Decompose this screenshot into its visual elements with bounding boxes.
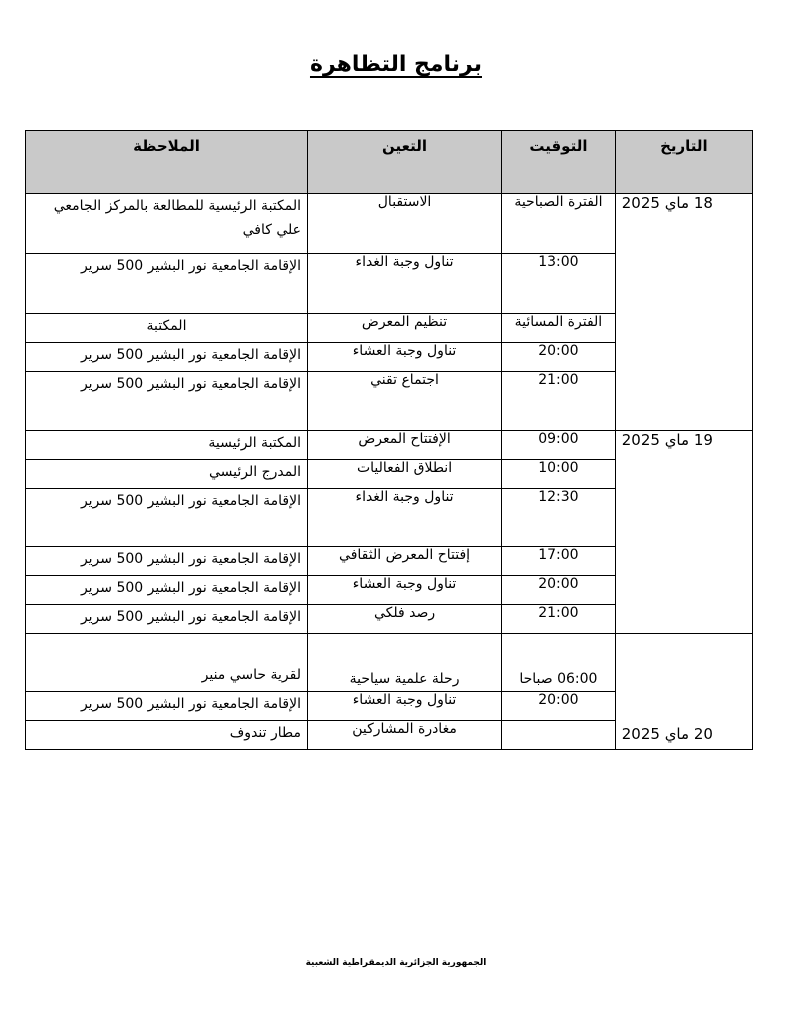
time-cell: [502, 721, 616, 750]
note-cell: مطار تندوف: [26, 721, 308, 750]
time-cell: 13:00: [502, 254, 616, 314]
task-cell: تناول وجبة العشاء: [308, 692, 502, 721]
page-title: برنامج التظاهرة: [309, 52, 482, 77]
table-header-row: [26, 131, 753, 194]
task-cell: رصد فلكي: [308, 605, 502, 634]
header-note: الملاحظة: [26, 131, 308, 194]
header-date: التاريخ: [615, 131, 752, 194]
header-time: التوقيت: [502, 131, 616, 194]
task-cell: تناول وجبة الغداء: [308, 254, 502, 314]
time-cell: الفترة الصباحية: [502, 194, 616, 254]
time-cell: 21:00: [502, 372, 616, 431]
table-row: [26, 194, 753, 254]
time-cell: 20:00: [502, 576, 616, 605]
note-cell: المكتبة الرئيسية: [26, 431, 308, 460]
note-cell: المكتبة الرئيسية للمطالعة بالمركز الجامعي علي كافي: [26, 194, 308, 254]
note-cell: الإقامة الجامعية نور البشير 500 سرير: [26, 372, 308, 431]
task-cell: إفتتاح المعرض الثقافي: [308, 547, 502, 576]
note-cell: المدرج الرئيسي: [26, 460, 308, 489]
task-cell: مغادرة المشاركين: [308, 721, 502, 750]
time-cell: 20:00: [502, 343, 616, 372]
task-cell: رحلة علمية سياحية: [308, 634, 502, 692]
schedule-table: [25, 130, 753, 750]
note-cell: الإقامة الجامعية نور البشير 500 سرير: [26, 605, 308, 634]
task-cell: تنظيم المعرض: [308, 314, 502, 343]
date-cell: 20 ماي 2025: [615, 634, 752, 750]
note-cell: الإقامة الجامعية نور البشير 500 سرير: [26, 254, 308, 314]
note-cell: الإقامة الجامعية نور البشير 500 سرير: [26, 343, 308, 372]
time-cell: 21:00: [502, 605, 616, 634]
time-cell: 17:00: [502, 547, 616, 576]
page-footer: الجمهورية الجزائرية الديمقراطية الشعبية: [305, 958, 487, 968]
task-cell: تناول وجبة الغداء: [308, 489, 502, 547]
time-cell: 06:00 صباحا: [502, 634, 616, 692]
note-cell: الإقامة الجامعية نور البشير 500 سرير: [26, 547, 308, 576]
task-cell: انطلاق الفعاليات: [308, 460, 502, 489]
note-cell: المكتبة: [26, 314, 308, 343]
time-cell: 10:00: [502, 460, 616, 489]
task-cell: الإفتتاح المعرض: [308, 431, 502, 460]
table-row: [26, 431, 753, 460]
note-cell: الإقامة الجامعية نور البشير 500 سرير: [26, 692, 308, 721]
table-row: [26, 634, 753, 692]
header-task: التعين: [308, 131, 502, 194]
task-cell: تناول وجبة العشاء: [308, 576, 502, 605]
task-cell: اجتماع تقني: [308, 372, 502, 431]
task-cell: تناول وجبة العشاء: [308, 343, 502, 372]
time-cell: 20:00: [502, 692, 616, 721]
time-cell: الفترة المسائية: [502, 314, 616, 343]
date-cell: 19 ماي 2025: [615, 431, 752, 634]
note-cell: لقرية حاسي منير: [26, 634, 308, 692]
date-cell: 18 ماي 2025: [615, 194, 752, 431]
note-cell: الإقامة الجامعية نور البشير 500 سرير: [26, 576, 308, 605]
note-cell: الإقامة الجامعية نور البشير 500 سرير: [26, 489, 308, 547]
task-cell: الاستقبال: [308, 194, 502, 254]
time-cell: 09:00: [502, 431, 616, 460]
time-cell: 12:30: [502, 489, 616, 547]
